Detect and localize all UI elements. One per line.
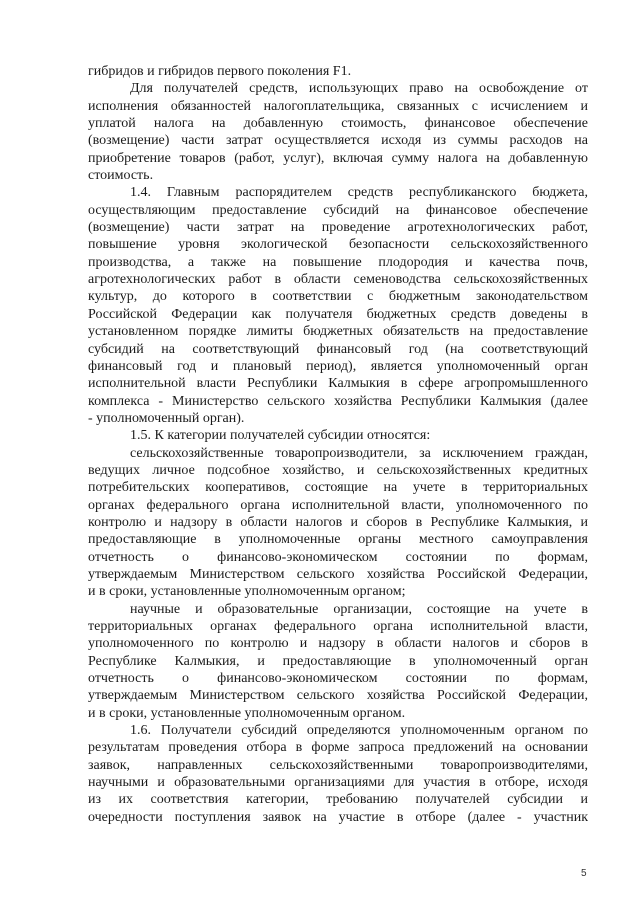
paragraph-1-5	[88, 427, 588, 444]
text-line: утверждаемым Министерством сельского хозяйства Российской Федерации,	[88, 688, 588, 704]
text-line: заявок, направленных сельскохозяйственными товаропроизводителями,	[88, 757, 588, 773]
text-line: и в сроки, установленные уполномоченным органом.	[88, 705, 406, 721]
text-line: Российской Федерации как получателя бюджетных средств доведены в	[88, 306, 588, 322]
text-line: органах федерального органа исполнительной власти, уполномоченного по	[88, 497, 588, 513]
paragraph-scientific-orgs	[88, 601, 588, 722]
text-line: утверждаемым Министерством сельского хозяйства Российской Федерации,	[88, 566, 588, 582]
paragraph-agri-producers	[88, 445, 588, 601]
text-line: 1.6. Получатели субсидий определяются уполномоченным органом по	[130, 723, 588, 739]
text-line: (возмещение) части затрат осуществляется исходя из суммы расходов на	[88, 133, 588, 149]
paragraph-vat-exemption	[88, 80, 588, 184]
paragraph-1-4	[88, 184, 588, 427]
text-line: исполнительной власти Республики Калмыкия в сфере агропромышленного	[88, 376, 588, 392]
text-line: научные и образовательные организации, состоящие на учете в	[130, 601, 588, 617]
document-body	[88, 63, 588, 826]
text-line: гибридов и гибридов первого поколения F1.	[88, 64, 352, 79]
text-line: агротехнологических работ в области семеноводства сельскохозяйственных	[88, 272, 588, 288]
text-line: 1.4. Главным распорядителем средств республиканского бюджета,	[130, 185, 588, 201]
text-line: 1.5. К категории получателей субсидии относятся:	[130, 428, 431, 444]
text-line: субсидий на соответствующий финансовый год (на соответствующий	[88, 341, 588, 357]
text-line: Для получателей средств, использующих право на освобождение от	[130, 81, 588, 97]
paragraph-continuation	[88, 63, 588, 80]
text-line: сельскохозяйственные товаропроизводители, за исключением граждан,	[130, 445, 588, 461]
text-line: культур, до которого в соответствии с бюджетным законодательством	[88, 289, 588, 305]
text-line: отчетность о финансово-экономическом состоянии по формам,	[88, 549, 588, 565]
text-line: производства, а также на повышение плодородия и качества почв,	[88, 254, 588, 270]
text-line: приобретение товаров (работ, услуг), включая сумму налога на добавленную	[88, 150, 588, 166]
text-line: потребительских кооперативов, состоящие на учете в территориальных	[88, 480, 588, 496]
text-line: стоимость.	[88, 168, 154, 184]
text-line: предоставляющие в уполномоченные органы местного самоуправления	[88, 532, 588, 548]
text-line: и в сроки, установленные уполномоченным органом;	[88, 584, 406, 600]
text-line: контролю и надзору в области налогов и сборов в Республике Калмыкия, и	[88, 514, 588, 530]
text-line: Республике Калмыкия, и предоставляющие в уполномоченный орган	[88, 653, 588, 669]
paragraph-1-6	[88, 722, 588, 826]
page-number: 5	[581, 868, 587, 879]
text-line: научными и образовательными организациями для участия в отборе, исходя	[88, 775, 588, 791]
text-line: отчетность о финансово-экономическом состоянии по формам,	[88, 671, 588, 687]
text-line: комплекса - Министерство сельского хозяйства Республики Калмыкия (далее	[88, 393, 588, 409]
text-line: повышение уровня экологической безопасности сельскохозяйственного	[88, 237, 588, 253]
text-line: очередности поступления заявок на участие в отборе (далее - участник	[88, 809, 588, 825]
text-line: результатам проведения отбора в форме запроса предложений на основании	[88, 740, 588, 756]
text-line: уплатой налога на добавленную стоимость, финансовое обеспечение	[88, 116, 588, 132]
text-line: (возмещение) части затрат на проведение агротехнологических работ,	[88, 220, 588, 236]
text-line: - уполномоченный орган).	[88, 410, 245, 426]
text-line: уполномоченного по контролю и надзору в области налогов и сборов в	[88, 636, 588, 652]
text-line: осуществляющим предоставление субсидий на финансовое обеспечение	[88, 202, 588, 218]
text-line: исполнения обязанностей налогоплательщика, связанных с исчислением и	[88, 98, 588, 114]
text-line: территориальных органах федерального органа исполнительной власти,	[88, 619, 588, 634]
text-line: установленном порядке лимиты бюджетных обязательств на предоставление	[88, 324, 588, 340]
text-line: финансовый год и плановый период), является уполномоченный орган	[88, 358, 588, 374]
text-line: из их соответствия категории, требованию получателей субсидии и	[88, 792, 588, 808]
text-line: ведущих личное подсобное хозяйство, и сельскохозяйственных кредитных	[88, 462, 588, 478]
